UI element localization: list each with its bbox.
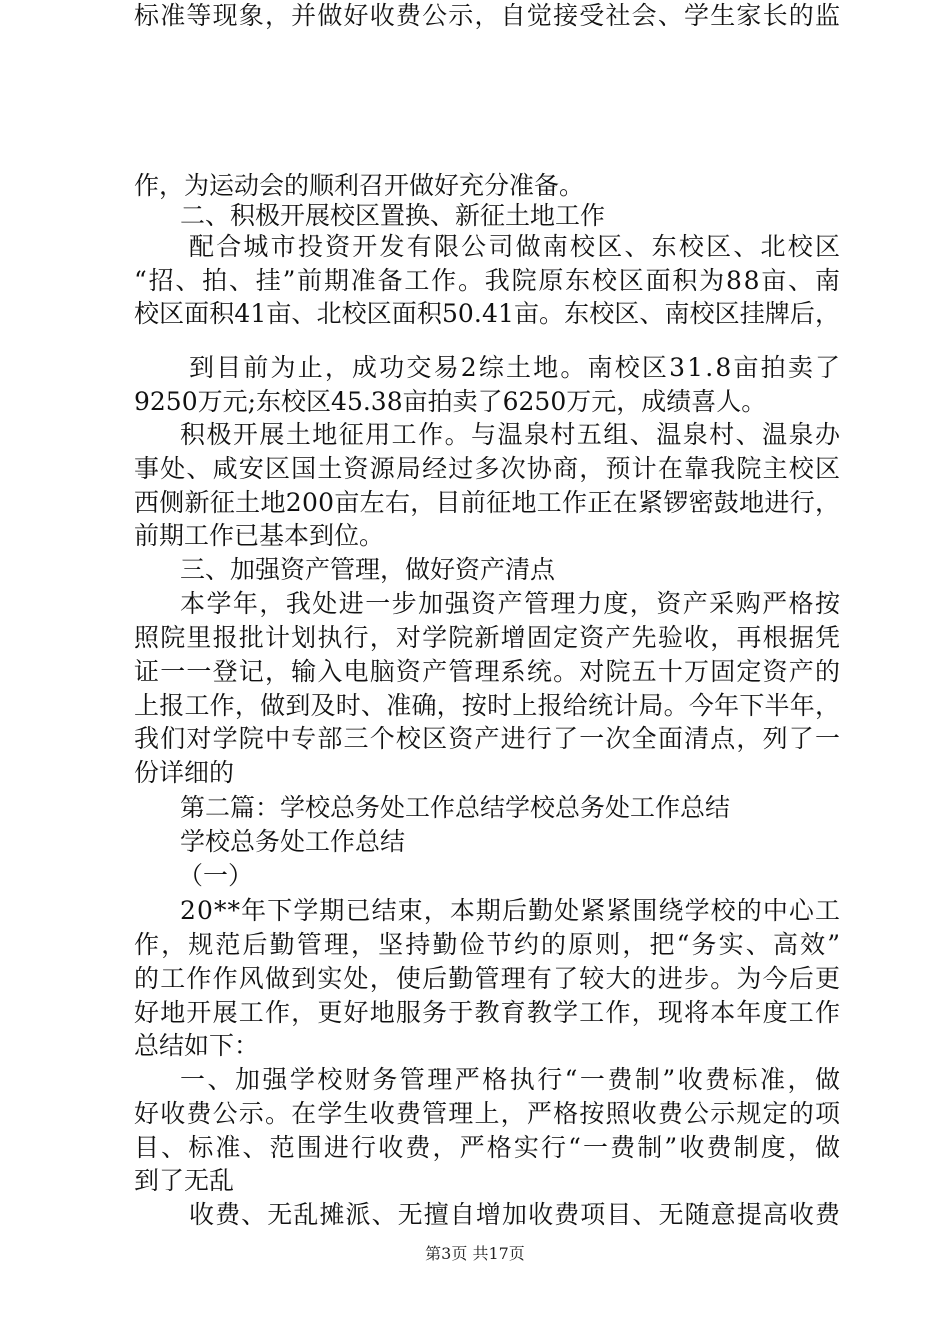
text-line-content: 到了无乱 bbox=[134, 1166, 235, 1195]
text-line bbox=[0, 265, 950, 297]
text-line-content: 作，规范后勤管理，坚持勤俭节约的原则，把“务实、高效” bbox=[134, 930, 843, 959]
text-line-content: 好地开展工作，更好地服务于教育教学工作，现将本年度工作 bbox=[134, 998, 842, 1027]
text-line bbox=[0, 200, 950, 232]
text-line-content: 上报工作，做到及时、准确，按时上报给统计局。今年下半年， bbox=[134, 691, 841, 720]
text-line-content: 一、加强学校财务管理严格执行“一费制”收费标准，做 bbox=[180, 1065, 843, 1094]
text-line bbox=[0, 386, 950, 418]
text-line-content: 二、积极开展校区置换、新征土地工作 bbox=[180, 201, 606, 230]
text-line-content: 份详细的 bbox=[134, 758, 235, 787]
text-line bbox=[0, 860, 950, 892]
text-line-content: 目、标准、范围进行收费，严格实行“一费制”收费制度，做 bbox=[134, 1133, 843, 1162]
text-line-content: 照院里报批计划执行，对学院新增固定资产先验收，再根据凭 bbox=[134, 623, 842, 652]
text-line-content: 好收费公示。在学生收费管理上，严格按照收费公示规定的项 bbox=[134, 1099, 842, 1128]
text-line-content: 配合城市投资开发有限公司做南校区、东校区、北校区 bbox=[189, 232, 843, 261]
text-line bbox=[0, 929, 950, 961]
text-line-content: 证一一登记，输入电脑资产管理系统。对院五十万固定资产的 bbox=[134, 657, 842, 686]
text-line bbox=[0, 588, 950, 620]
text-line-content: 积极开展土地征用工作。与温泉村五组、温泉村、温泉办 bbox=[180, 420, 842, 449]
text-line bbox=[0, 1098, 950, 1130]
text-line-content: 事处、咸安区国土资源局经过多次协商，预计在靠我院主校区 bbox=[134, 454, 842, 483]
text-line-content: 第二篇：学校总务处工作总结学校总务处工作总结 bbox=[180, 793, 731, 822]
text-line-content: 校区面积41亩、北校区面积50.41亩。东校区、南校区挂牌后， bbox=[134, 299, 841, 328]
text-line bbox=[0, 520, 950, 552]
text-line-content: 本学年，我处进一步加强资产管理力度，资产采购严格按 bbox=[180, 589, 842, 618]
text-line bbox=[0, 170, 950, 202]
text-line bbox=[0, 1165, 950, 1197]
text-line-content: 标准等现象，并做好收费公示，自觉接受社会、学生家长的监 bbox=[134, 1, 842, 30]
text-line bbox=[0, 895, 950, 927]
text-line bbox=[0, 792, 950, 824]
text-line bbox=[0, 826, 950, 858]
text-line bbox=[0, 963, 950, 995]
text-line bbox=[0, 656, 950, 688]
text-line bbox=[0, 757, 950, 789]
text-line-content: 我们对学院中专部三个校区资产进行了一次全面清点，列了一 bbox=[134, 724, 842, 753]
text-line-content: 收费、无乱摊派、无擅自增加收费项目、无随意提高收费 bbox=[189, 1200, 842, 1229]
text-line bbox=[0, 298, 950, 330]
text-line bbox=[0, 622, 950, 654]
text-line bbox=[0, 231, 950, 263]
text-line-content: 9250万元;东校区45.38亩拍卖了6250万元，成绩喜人。 bbox=[134, 387, 767, 416]
text-line bbox=[0, 487, 950, 519]
text-line-content: 前期工作已基本到位。 bbox=[134, 521, 385, 550]
text-line bbox=[0, 690, 950, 722]
text-line-content: 作，为运动会的顺利召开做好充分准备。 bbox=[134, 171, 585, 200]
text-line-content: “招、拍、挂”前期准备工作。我院原东校区面积为88亩、南 bbox=[134, 266, 842, 295]
text-line bbox=[0, 0, 950, 32]
text-line bbox=[0, 554, 950, 586]
text-line-content: 总结如下： bbox=[134, 1031, 260, 1060]
text-line bbox=[0, 1199, 950, 1231]
page-footer: 第3页 共17页 bbox=[425, 1244, 525, 1263]
text-line-content: 学校总务处工作总结 bbox=[180, 827, 406, 856]
text-line bbox=[0, 723, 950, 755]
text-line bbox=[0, 453, 950, 485]
text-line bbox=[0, 419, 950, 451]
text-line bbox=[0, 352, 950, 384]
text-line-content: 三、加强资产管理，做好资产清点 bbox=[180, 555, 556, 584]
text-line bbox=[0, 1132, 950, 1164]
text-line-content: 的工作作风做到实处，使后勤管理有了较大的进步。为今后更 bbox=[134, 964, 842, 993]
text-line-content: 到目前为止，成功交易2综土地。南校区31.8亩拍卖了 bbox=[189, 353, 843, 382]
text-line-content: 西侧新征土地200亩左右，目前征地工作正在紧锣密鼓地进行， bbox=[134, 488, 841, 517]
text-line bbox=[0, 1030, 950, 1062]
text-line-content: （一） bbox=[178, 861, 254, 890]
text-line bbox=[0, 997, 950, 1029]
text-line-content: 20**年下学期已结束，本期后勤处紧紧围绕学校的中心工 bbox=[180, 896, 842, 925]
text-line bbox=[0, 1064, 950, 1096]
